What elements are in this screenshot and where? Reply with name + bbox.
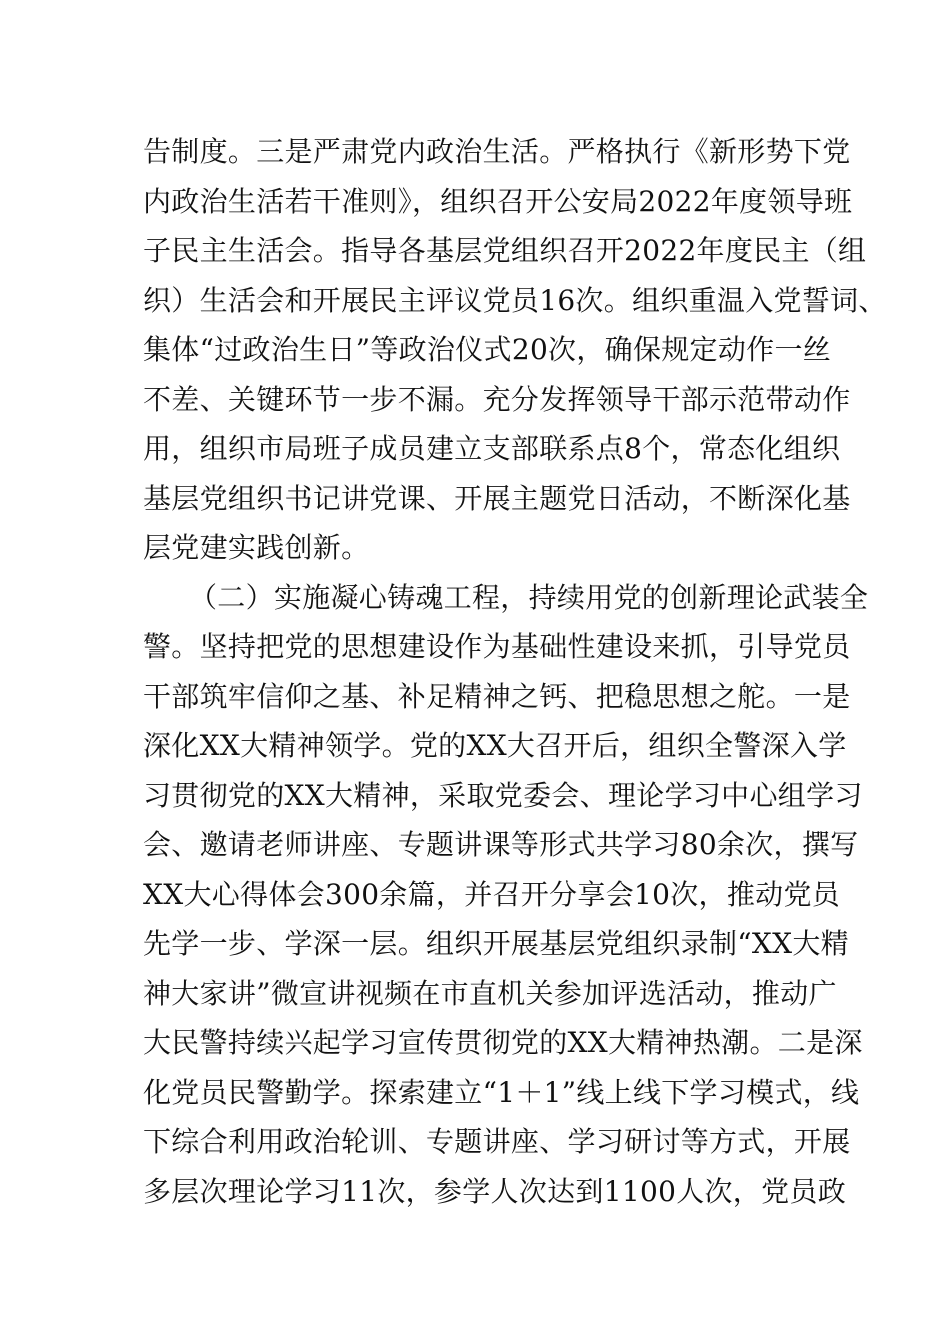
text-line: 多层次理论学习11次，参学人次达到1100人次，党员政 (143, 1175, 846, 1208)
text-line: 层党建实践创新。 (143, 531, 370, 564)
text-line: 子民主生活会。指导各基层党组织召开2022年度民主（组 (143, 234, 867, 267)
text-line: 告制度。三是严肃党内政治生活。严格执行《新形势下党 (143, 135, 851, 168)
text-line: 神大家讲”微宣讲视频在市直机关参加评选活动，推动广 (143, 977, 837, 1010)
text-line: 下综合利用政治轮训、专题讲座、学习研讨等方式，开展 (143, 1125, 851, 1158)
text-line: XX大心得体会300余篇，并召开分享会10次，推动党员 (143, 878, 841, 911)
text-line: 用，组织市局班子成员建立支部联系点8个，常态化组织 (143, 432, 841, 465)
text-line: 内政治生活若干准则》，组织召开公安局2022年度领导班 (143, 185, 853, 218)
text-line: 会、邀请老师讲座、专题讲课等形式共学习80余次，撰写 (143, 828, 859, 861)
text-line: 警。坚持把党的思想建设作为基础性建设来抓，引导党员 (143, 630, 851, 663)
section-heading: （二）实施凝心铸魂工程，持续用党的创新理论武装全 (189, 581, 869, 614)
text-line: 织）生活会和开展民主评议党员16次。组织重温入党誓词、 (143, 284, 887, 317)
text-line: 集体“过政治生日”等政治仪式20次，确保规定动作一丝 (143, 333, 832, 366)
text-line: 先学一步、学深一层。组织开展基层党组织录制“XX大精 (143, 927, 849, 960)
text-line: 大民警持续兴起学习宣传贯彻党的XX大精神热潮。二是深 (143, 1026, 863, 1059)
text-line: 深化XX大精神领学。党的XX大召开后，组织全警深入学 (143, 729, 847, 762)
text-line: 化党员民警勤学。探索建立“1＋1”线上线下学习模式，线 (143, 1076, 860, 1109)
text-line: 习贯彻党的XX大精神，采取党委会、理论学习中心组学习 (143, 779, 863, 812)
text-line: 干部筑牢信仰之基、补足精神之钙、把稳思想之舵。一是 (143, 680, 851, 713)
text-line: 基层党组织书记讲党课、开展主题党日活动，不断深化基 (143, 482, 851, 515)
text-line: 不差、关键环节一步不漏。充分发挥领导干部示范带动作 (143, 383, 851, 416)
